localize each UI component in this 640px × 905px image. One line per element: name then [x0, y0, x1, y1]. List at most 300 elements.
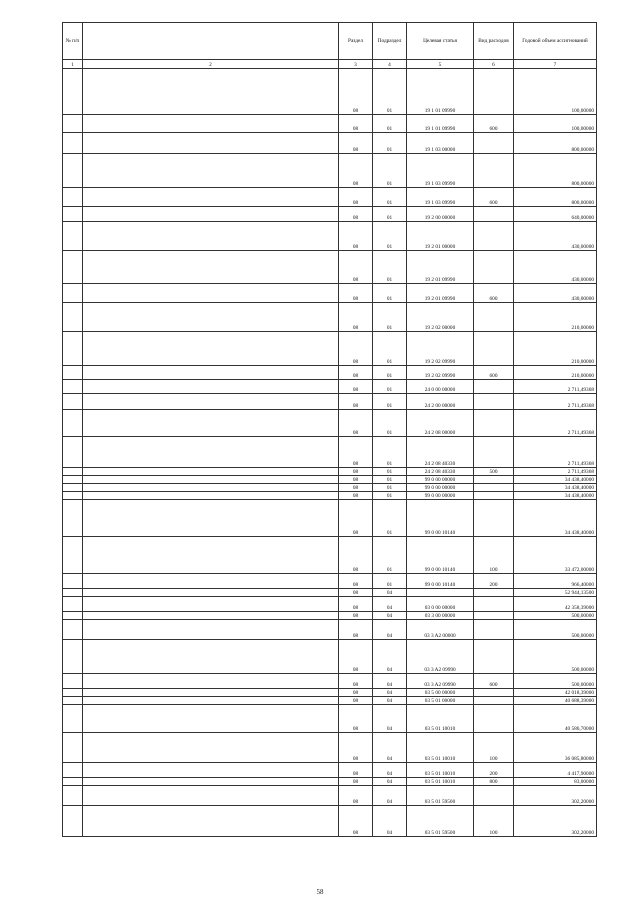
row-description: [83, 500, 339, 537]
row-section: 08: [339, 484, 373, 492]
row-number: [63, 697, 83, 705]
row-subsection: 04: [373, 697, 407, 705]
row-section: 08: [339, 597, 373, 612]
row-number: [63, 640, 83, 674]
row-section: 08: [339, 612, 373, 620]
row-number: [63, 394, 83, 410]
row-description: [83, 188, 339, 207]
row-description: [83, 133, 339, 154]
row-description: [83, 574, 339, 589]
row-number: [63, 806, 83, 837]
row-description: [83, 380, 339, 394]
row-number: [63, 366, 83, 380]
row-description: [83, 597, 339, 612]
row-number: [63, 500, 83, 537]
row-target-article: 03 3 A2 00000: [407, 620, 474, 640]
row-number: [63, 332, 83, 366]
row-number: [63, 303, 83, 332]
row-section: 08: [339, 697, 373, 705]
row-section: 08: [339, 332, 373, 366]
header-annual-amount: Годовой объем ассигнований: [514, 23, 597, 60]
row-section: 08: [339, 303, 373, 332]
row-section: 08: [339, 133, 373, 154]
row-target-article: 03 3 A2 09990: [407, 640, 474, 674]
table-row: [63, 154, 597, 188]
row-expense-kind: [474, 410, 514, 437]
row-section: 08: [339, 251, 373, 284]
row-target-article: 19 1 03 00000: [407, 133, 474, 154]
row-amount: 800,00000: [514, 133, 597, 154]
row-target-article: 19 1 01 09990: [407, 115, 474, 133]
table-row: [63, 806, 597, 837]
row-expense-kind: [474, 589, 514, 597]
row-target-article: 03 5 01 10010: [407, 733, 474, 763]
row-description: [83, 69, 339, 115]
row-number: [63, 284, 83, 303]
column-number: 7: [514, 60, 597, 69]
table-row: [63, 303, 597, 332]
row-number: [63, 380, 83, 394]
row-description: [83, 733, 339, 763]
table-row: [63, 786, 597, 806]
row-expense-kind: [474, 303, 514, 332]
row-section: 08: [339, 468, 373, 476]
row-section: 08: [339, 786, 373, 806]
row-number: [63, 597, 83, 612]
row-target-article: 24 0 00 00000: [407, 380, 474, 394]
table-row: [63, 251, 597, 284]
row-expense-kind: [474, 640, 514, 674]
header-expense-kind: Вид расходов: [474, 23, 514, 60]
row-section: 08: [339, 410, 373, 437]
row-expense-kind: 500: [474, 468, 514, 476]
row-number: [63, 222, 83, 251]
row-description: [83, 537, 339, 574]
table-row: [63, 620, 597, 640]
row-number: [63, 778, 83, 786]
row-amount: 2 711,49368: [514, 437, 597, 468]
row-number: [63, 251, 83, 284]
row-number: [63, 574, 83, 589]
row-number: [63, 705, 83, 733]
row-amount: 36 085,80000: [514, 733, 597, 763]
row-subsection: 01: [373, 222, 407, 251]
row-expense-kind: 600: [474, 366, 514, 380]
row-target-article: 24 2 08 40330: [407, 437, 474, 468]
row-number: [63, 476, 83, 484]
column-number: 1: [63, 60, 83, 69]
row-number: [63, 484, 83, 492]
row-section: 08: [339, 492, 373, 500]
row-section: 08: [339, 69, 373, 115]
row-subsection: 04: [373, 778, 407, 786]
row-expense-kind: [474, 500, 514, 537]
row-amount: 34 438,40000: [514, 492, 597, 500]
row-subsection: 04: [373, 786, 407, 806]
row-target-article: 19 2 00 00000: [407, 207, 474, 222]
row-expense-kind: [474, 476, 514, 484]
row-amount: 430,00000: [514, 284, 597, 303]
table-row: [63, 689, 597, 697]
row-expense-kind: 200: [474, 574, 514, 589]
row-description: [83, 705, 339, 733]
row-number: [63, 537, 83, 574]
row-subsection: 01: [373, 476, 407, 484]
row-description: [83, 697, 339, 705]
row-amount: 430,00000: [514, 251, 597, 284]
row-subsection: 01: [373, 154, 407, 188]
row-subsection: 01: [373, 492, 407, 500]
row-section: 08: [339, 394, 373, 410]
row-expense-kind: [474, 689, 514, 697]
table-row: [63, 537, 597, 574]
table-row: [63, 188, 597, 207]
row-number: [63, 468, 83, 476]
row-subsection: 04: [373, 674, 407, 689]
row-expense-kind: 600: [474, 674, 514, 689]
row-section: 08: [339, 537, 373, 574]
row-expense-kind: 600: [474, 188, 514, 207]
row-target-article: 99 0 00 10140: [407, 500, 474, 537]
column-number-row: [63, 60, 597, 69]
row-target-article: 19 2 01 09990: [407, 284, 474, 303]
row-amount: 500,00000: [514, 620, 597, 640]
row-subsection: 01: [373, 188, 407, 207]
row-amount: 83,00000: [514, 778, 597, 786]
row-subsection: 01: [373, 332, 407, 366]
row-number: [63, 69, 83, 115]
row-amount: 2 711,49368: [514, 468, 597, 476]
page-number: 58: [316, 888, 324, 896]
row-target-article: 03 5 01 10010: [407, 705, 474, 733]
row-amount: 500,00000: [514, 674, 597, 689]
row-number: [63, 207, 83, 222]
column-number: 2: [83, 60, 339, 69]
row-subsection: 01: [373, 537, 407, 574]
row-target-article: 19 2 02 09990: [407, 332, 474, 366]
table-row: [63, 410, 597, 437]
row-subsection: 01: [373, 484, 407, 492]
row-expense-kind: [474, 597, 514, 612]
row-amount: 800,00000: [514, 188, 597, 207]
table-row: [63, 574, 597, 589]
row-amount: 52 944,13500: [514, 589, 597, 597]
column-number: 4: [373, 60, 407, 69]
row-number: [63, 492, 83, 500]
row-amount: 640,00000: [514, 207, 597, 222]
row-description: [83, 589, 339, 597]
row-number: [63, 589, 83, 597]
row-description: [83, 207, 339, 222]
row-section: 08: [339, 437, 373, 468]
row-description: [83, 689, 339, 697]
table-row: [63, 640, 597, 674]
row-number: [63, 133, 83, 154]
row-subsection: 04: [373, 806, 407, 837]
row-description: [83, 484, 339, 492]
row-description: [83, 778, 339, 786]
row-section: 08: [339, 207, 373, 222]
row-amount: 966,40000: [514, 574, 597, 589]
row-subsection: 01: [373, 574, 407, 589]
header-description: [83, 23, 339, 60]
row-number: [63, 786, 83, 806]
row-description: [83, 222, 339, 251]
row-expense-kind: [474, 612, 514, 620]
row-section: 08: [339, 366, 373, 380]
budget-table: [62, 22, 597, 837]
row-expense-kind: 100: [474, 733, 514, 763]
row-amount: 33 472,00000: [514, 537, 597, 574]
row-section: 08: [339, 188, 373, 207]
row-section: 08: [339, 380, 373, 394]
row-subsection: 04: [373, 689, 407, 697]
row-target-article: 19 2 01 00000: [407, 222, 474, 251]
row-section: 08: [339, 500, 373, 537]
budget-sheet: [62, 22, 596, 837]
row-amount: 34 438,40000: [514, 484, 597, 492]
row-description: [83, 476, 339, 484]
row-section: 08: [339, 705, 373, 733]
row-section: 08: [339, 620, 373, 640]
row-section: 08: [339, 154, 373, 188]
row-target-article: 03 5 00 00000: [407, 689, 474, 697]
row-subsection: 01: [373, 500, 407, 537]
row-section: 08: [339, 589, 373, 597]
row-description: [83, 786, 339, 806]
row-description: [83, 492, 339, 500]
table-row: [63, 115, 597, 133]
row-number: [63, 612, 83, 620]
row-amount: 34 438,40000: [514, 476, 597, 484]
row-subsection: 04: [373, 733, 407, 763]
table-row: [63, 733, 597, 763]
row-subsection: 04: [373, 597, 407, 612]
row-description: [83, 468, 339, 476]
row-description: [83, 620, 339, 640]
row-amount: 34 438,40000: [514, 500, 597, 537]
row-target-article: 03 3 00 00000: [407, 612, 474, 620]
header-no: № п/п: [63, 23, 83, 60]
row-amount: 2 711,49368: [514, 394, 597, 410]
row-description: [83, 437, 339, 468]
header-target-article: Целевая статья: [407, 23, 474, 60]
row-subsection: 04: [373, 620, 407, 640]
row-subsection: 01: [373, 207, 407, 222]
row-expense-kind: 600: [474, 115, 514, 133]
row-section: 08: [339, 222, 373, 251]
row-amount: 42 018,39000: [514, 689, 597, 697]
row-amount: 500,00000: [514, 640, 597, 674]
row-subsection: 01: [373, 69, 407, 115]
row-subsection: 01: [373, 468, 407, 476]
row-description: [83, 284, 339, 303]
table-row: [63, 589, 597, 597]
row-target-article: 24 2 08 40330: [407, 468, 474, 476]
row-target-article: 03 3 A2 09990: [407, 674, 474, 689]
row-subsection: 01: [373, 366, 407, 380]
row-description: [83, 806, 339, 837]
row-number: [63, 115, 83, 133]
row-number: [63, 620, 83, 640]
row-description: [83, 410, 339, 437]
row-section: 08: [339, 689, 373, 697]
row-section: 08: [339, 640, 373, 674]
table-body: [63, 69, 597, 837]
table-row: [63, 366, 597, 380]
row-section: 08: [339, 115, 373, 133]
row-section: 08: [339, 574, 373, 589]
row-target-article: 03 5 01 00000: [407, 697, 474, 705]
row-subsection: 04: [373, 640, 407, 674]
column-number: 3: [339, 60, 373, 69]
row-subsection: 04: [373, 763, 407, 778]
row-subsection: 01: [373, 394, 407, 410]
row-target-article: 19 2 01 09990: [407, 251, 474, 284]
row-subsection: 01: [373, 410, 407, 437]
row-target-article: 03 5 01 10010: [407, 763, 474, 778]
row-subsection: 04: [373, 589, 407, 597]
row-expense-kind: 800: [474, 778, 514, 786]
row-amount: 800,00000: [514, 154, 597, 188]
row-subsection: 01: [373, 437, 407, 468]
table-row: [63, 484, 597, 492]
row-expense-kind: [474, 394, 514, 410]
row-subsection: 01: [373, 380, 407, 394]
row-expense-kind: [474, 484, 514, 492]
table-row: [63, 597, 597, 612]
table-row: [63, 778, 597, 786]
row-expense-kind: [474, 786, 514, 806]
row-number: [63, 689, 83, 697]
header-subsection: Подраздел: [373, 23, 407, 60]
row-expense-kind: [474, 380, 514, 394]
row-target-article: 19 2 02 00000: [407, 303, 474, 332]
row-section: 08: [339, 763, 373, 778]
row-amount: 500,00000: [514, 612, 597, 620]
row-target-article: 19 2 02 09990: [407, 366, 474, 380]
row-target-article: [407, 589, 474, 597]
column-number: 6: [474, 60, 514, 69]
row-expense-kind: [474, 222, 514, 251]
row-number: [63, 410, 83, 437]
table-row: [63, 476, 597, 484]
row-target-article: 03 0 00 00000: [407, 597, 474, 612]
row-amount: 40 586,70000: [514, 705, 597, 733]
row-expense-kind: [474, 332, 514, 366]
row-section: 08: [339, 733, 373, 763]
row-expense-kind: [474, 133, 514, 154]
row-section: 08: [339, 778, 373, 786]
table-row: [63, 380, 597, 394]
row-description: [83, 115, 339, 133]
row-target-article: 03 5 01 10010: [407, 778, 474, 786]
table-row: [63, 69, 597, 115]
row-number: [63, 733, 83, 763]
row-expense-kind: [474, 492, 514, 500]
header-row: [63, 23, 597, 60]
row-expense-kind: [474, 251, 514, 284]
row-target-article: 19 1 03 09990: [407, 188, 474, 207]
row-subsection: 01: [373, 303, 407, 332]
row-target-article: 19 1 03 09990: [407, 154, 474, 188]
row-target-article: 24 2 08 00000: [407, 410, 474, 437]
row-amount: 210,00000: [514, 303, 597, 332]
row-amount: 210,00000: [514, 366, 597, 380]
table-row: [63, 500, 597, 537]
table-row: [63, 133, 597, 154]
row-description: [83, 674, 339, 689]
row-number: [63, 437, 83, 468]
row-section: 08: [339, 476, 373, 484]
row-subsection: 04: [373, 612, 407, 620]
row-subsection: 01: [373, 251, 407, 284]
table-row: [63, 468, 597, 476]
row-number: [63, 154, 83, 188]
row-target-article: 99 0 00 10140: [407, 537, 474, 574]
row-target-article: 24 2 00 00000: [407, 394, 474, 410]
row-amount: 2 711,49368: [514, 410, 597, 437]
row-amount: 100,00000: [514, 69, 597, 115]
row-amount: 302,20000: [514, 786, 597, 806]
row-section: 08: [339, 674, 373, 689]
row-description: [83, 303, 339, 332]
table-row: [63, 674, 597, 689]
row-description: [83, 154, 339, 188]
table-row: [63, 612, 597, 620]
table-row: [63, 705, 597, 733]
row-target-article: 99 0 00 00000: [407, 476, 474, 484]
row-target-article: 19 1 01 09990: [407, 69, 474, 115]
row-expense-kind: 200: [474, 763, 514, 778]
row-subsection: 01: [373, 133, 407, 154]
row-amount: 210,00000: [514, 332, 597, 366]
row-amount: 4 417,90000: [514, 763, 597, 778]
row-amount: 42 358,39000: [514, 597, 597, 612]
row-subsection: 01: [373, 284, 407, 303]
row-expense-kind: [474, 437, 514, 468]
row-section: 08: [339, 284, 373, 303]
table-row: [63, 697, 597, 705]
table-row: [63, 284, 597, 303]
row-section: 08: [339, 806, 373, 837]
row-amount: 302,20000: [514, 806, 597, 837]
row-expense-kind: [474, 154, 514, 188]
table-row: [63, 222, 597, 251]
column-number: 5: [407, 60, 474, 69]
row-target-article: 99 0 00 00000: [407, 492, 474, 500]
row-number: [63, 188, 83, 207]
row-expense-kind: 600: [474, 284, 514, 303]
row-target-article: 99 0 00 00000: [407, 484, 474, 492]
row-amount: 430,00000: [514, 222, 597, 251]
row-number: [63, 763, 83, 778]
row-expense-kind: [474, 705, 514, 733]
row-description: [83, 366, 339, 380]
row-amount: 40 688,39000: [514, 697, 597, 705]
table-row: [63, 332, 597, 366]
row-description: [83, 251, 339, 284]
table-row: [63, 394, 597, 410]
row-expense-kind: [474, 620, 514, 640]
table-row: [63, 207, 597, 222]
table-row: [63, 763, 597, 778]
row-expense-kind: [474, 69, 514, 115]
row-amount: 2 711,49368: [514, 380, 597, 394]
row-expense-kind: [474, 697, 514, 705]
row-subsection: 01: [373, 115, 407, 133]
row-target-article: 99 0 00 10140: [407, 574, 474, 589]
